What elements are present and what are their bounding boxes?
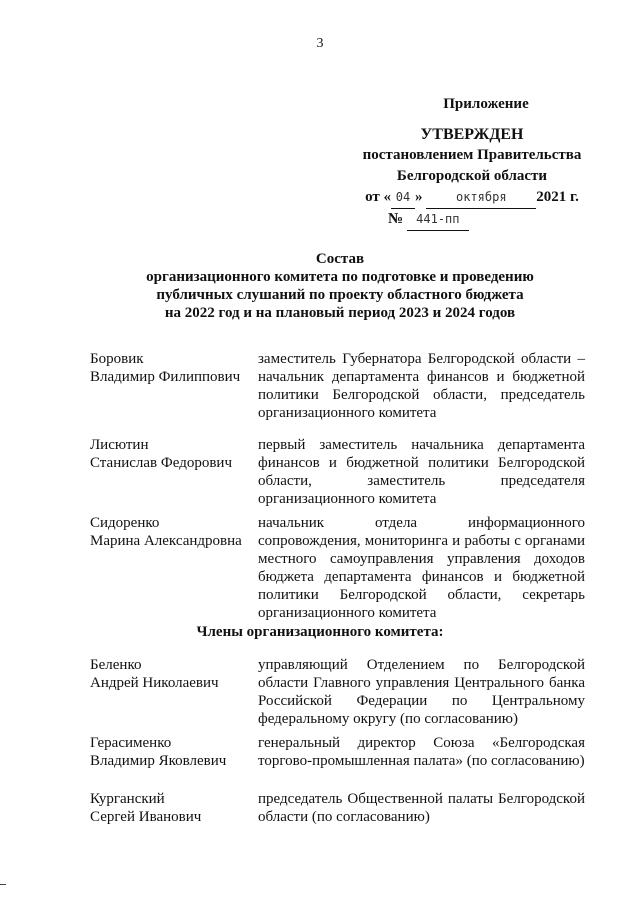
member-role: управляющий Отделением по Белгородской области Главного управления Центрального банка Российской Федерации по Центральному федеральному округу (по согласованию): [258, 657, 585, 727]
approved-heading: УТВЕРЖДЕН: [420, 126, 524, 143]
member-name: [90, 790, 258, 826]
date-mid: »: [415, 189, 423, 205]
member-name: [90, 656, 258, 734]
member-surname: Боровик: [90, 351, 144, 367]
member-surname: Герасименко: [90, 735, 172, 751]
date-prefix: от «: [365, 189, 392, 205]
list-item: [90, 514, 585, 622]
member-role: председатель Общественной палаты Белгородской области (по согласованию): [258, 791, 585, 825]
member-given-names: Марина Александровна: [90, 533, 242, 549]
appendix-label: Приложение: [443, 96, 529, 112]
leadership-list: [90, 350, 585, 622]
title-line-3: публичных слушаний по проекту областного бюджета: [156, 287, 524, 303]
approval-number: [388, 209, 592, 231]
member-role: первый заместитель начальника департамента финансов и бюджетной политики Белгородской области, заместитель председателя организационного комитета: [258, 437, 585, 507]
member-given-names: Владимир Филиппович: [90, 369, 241, 385]
approval-date: [352, 187, 592, 209]
member-given-names: Сергей Иванович: [90, 809, 202, 825]
member-surname: Лисютин: [90, 437, 149, 453]
member-name: [90, 350, 258, 436]
list-item: [90, 790, 585, 826]
members-heading: Члены организационного комитета:: [196, 624, 444, 640]
member-surname: Беленко: [90, 657, 142, 673]
approval-line-1: постановлением Правительства: [362, 147, 582, 163]
list-item: [90, 734, 585, 790]
member-given-names: Владимир Яковлевич: [90, 753, 227, 769]
date-month: октября: [426, 187, 536, 209]
member-role: генеральный директор Союза «Белгородская торгово-промышленная палата» (по согласованию): [258, 735, 585, 769]
number-value: 441-пп: [407, 209, 469, 231]
title-line-4: на 2022 год и на плановый период 2023 и 2024 годов: [164, 305, 516, 321]
date-year: 2021 г.: [536, 189, 579, 205]
members-list: [90, 656, 585, 826]
list-item: [90, 436, 585, 514]
member-role: начальник отдела информационного сопровождения, мониторинга и работы с органами местного самоуправления управления доходов бюджета департамента финансов и бюджетной политики Белгородской области, секретарь организационного комитета: [258, 515, 585, 621]
number-prefix: №: [388, 211, 404, 227]
member-surname: Курганский: [90, 791, 165, 807]
page-number: 3: [316, 36, 324, 51]
date-day: 04: [391, 187, 415, 209]
member-name: [90, 436, 258, 514]
title-line-2: организационного комитета по подготовке и проведению: [146, 269, 534, 285]
list-item: [90, 656, 585, 734]
margin-mark: [0, 884, 6, 885]
title-line-1: Состав: [315, 251, 365, 267]
member-surname: Сидоренко: [90, 515, 160, 531]
member-name: [90, 514, 258, 622]
member-given-names: Андрей Николаевич: [90, 675, 219, 691]
list-item: [90, 350, 585, 436]
document-title: [60, 250, 620, 322]
member-given-names: Станислав Федорович: [90, 455, 232, 471]
approval-block: [352, 94, 592, 231]
approval-line-2: Белгородской области: [396, 168, 548, 184]
member-role: заместитель Губернатора Белгородской области – начальник департамента финансов и бюджетной политики Белгородской области, председатель организационного комитета: [258, 351, 585, 421]
member-name: [90, 734, 258, 790]
